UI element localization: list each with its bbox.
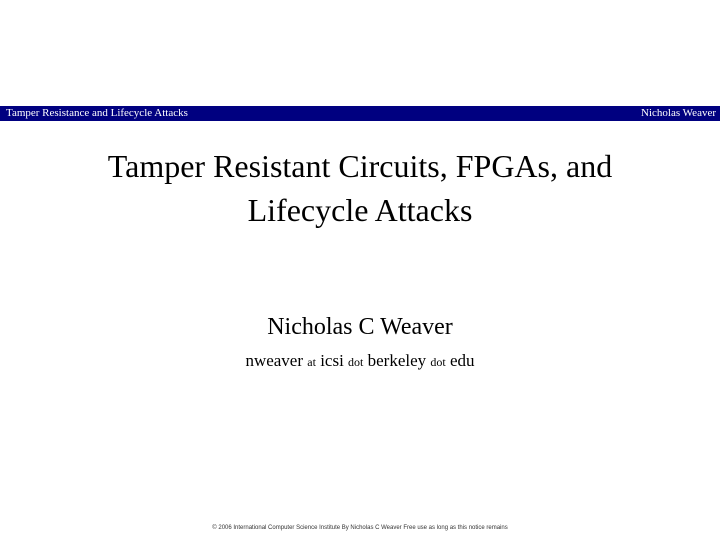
author-name: Nicholas C Weaver [267,314,453,340]
email-dot-2: dot [430,355,446,369]
email-at: at [307,355,316,369]
email-tld: edu [450,351,475,370]
email-domain-1: icsi [320,351,344,370]
copyright-footer: © 2006 International Computer Science Institute By Nicholas C Weaver Free use as long as this notice remains [212,525,508,531]
slide-title [0,144,720,232]
email-dot-1: dot [348,355,364,369]
email-user: nweaver [245,351,304,370]
slide-title-line-2: Lifecycle Attacks [247,192,473,228]
header-bar [0,106,720,121]
slide-title-line-1: Tamper Resistant Circuits, FPGAs, and [107,148,613,184]
author-email [0,350,720,373]
email-domain-2: berkeley [367,351,427,370]
presentation-title-header: Tamper Resistance and Lifecycle Attacks [6,107,188,119]
presenter-name-header: Nicholas Weaver [641,107,716,119]
